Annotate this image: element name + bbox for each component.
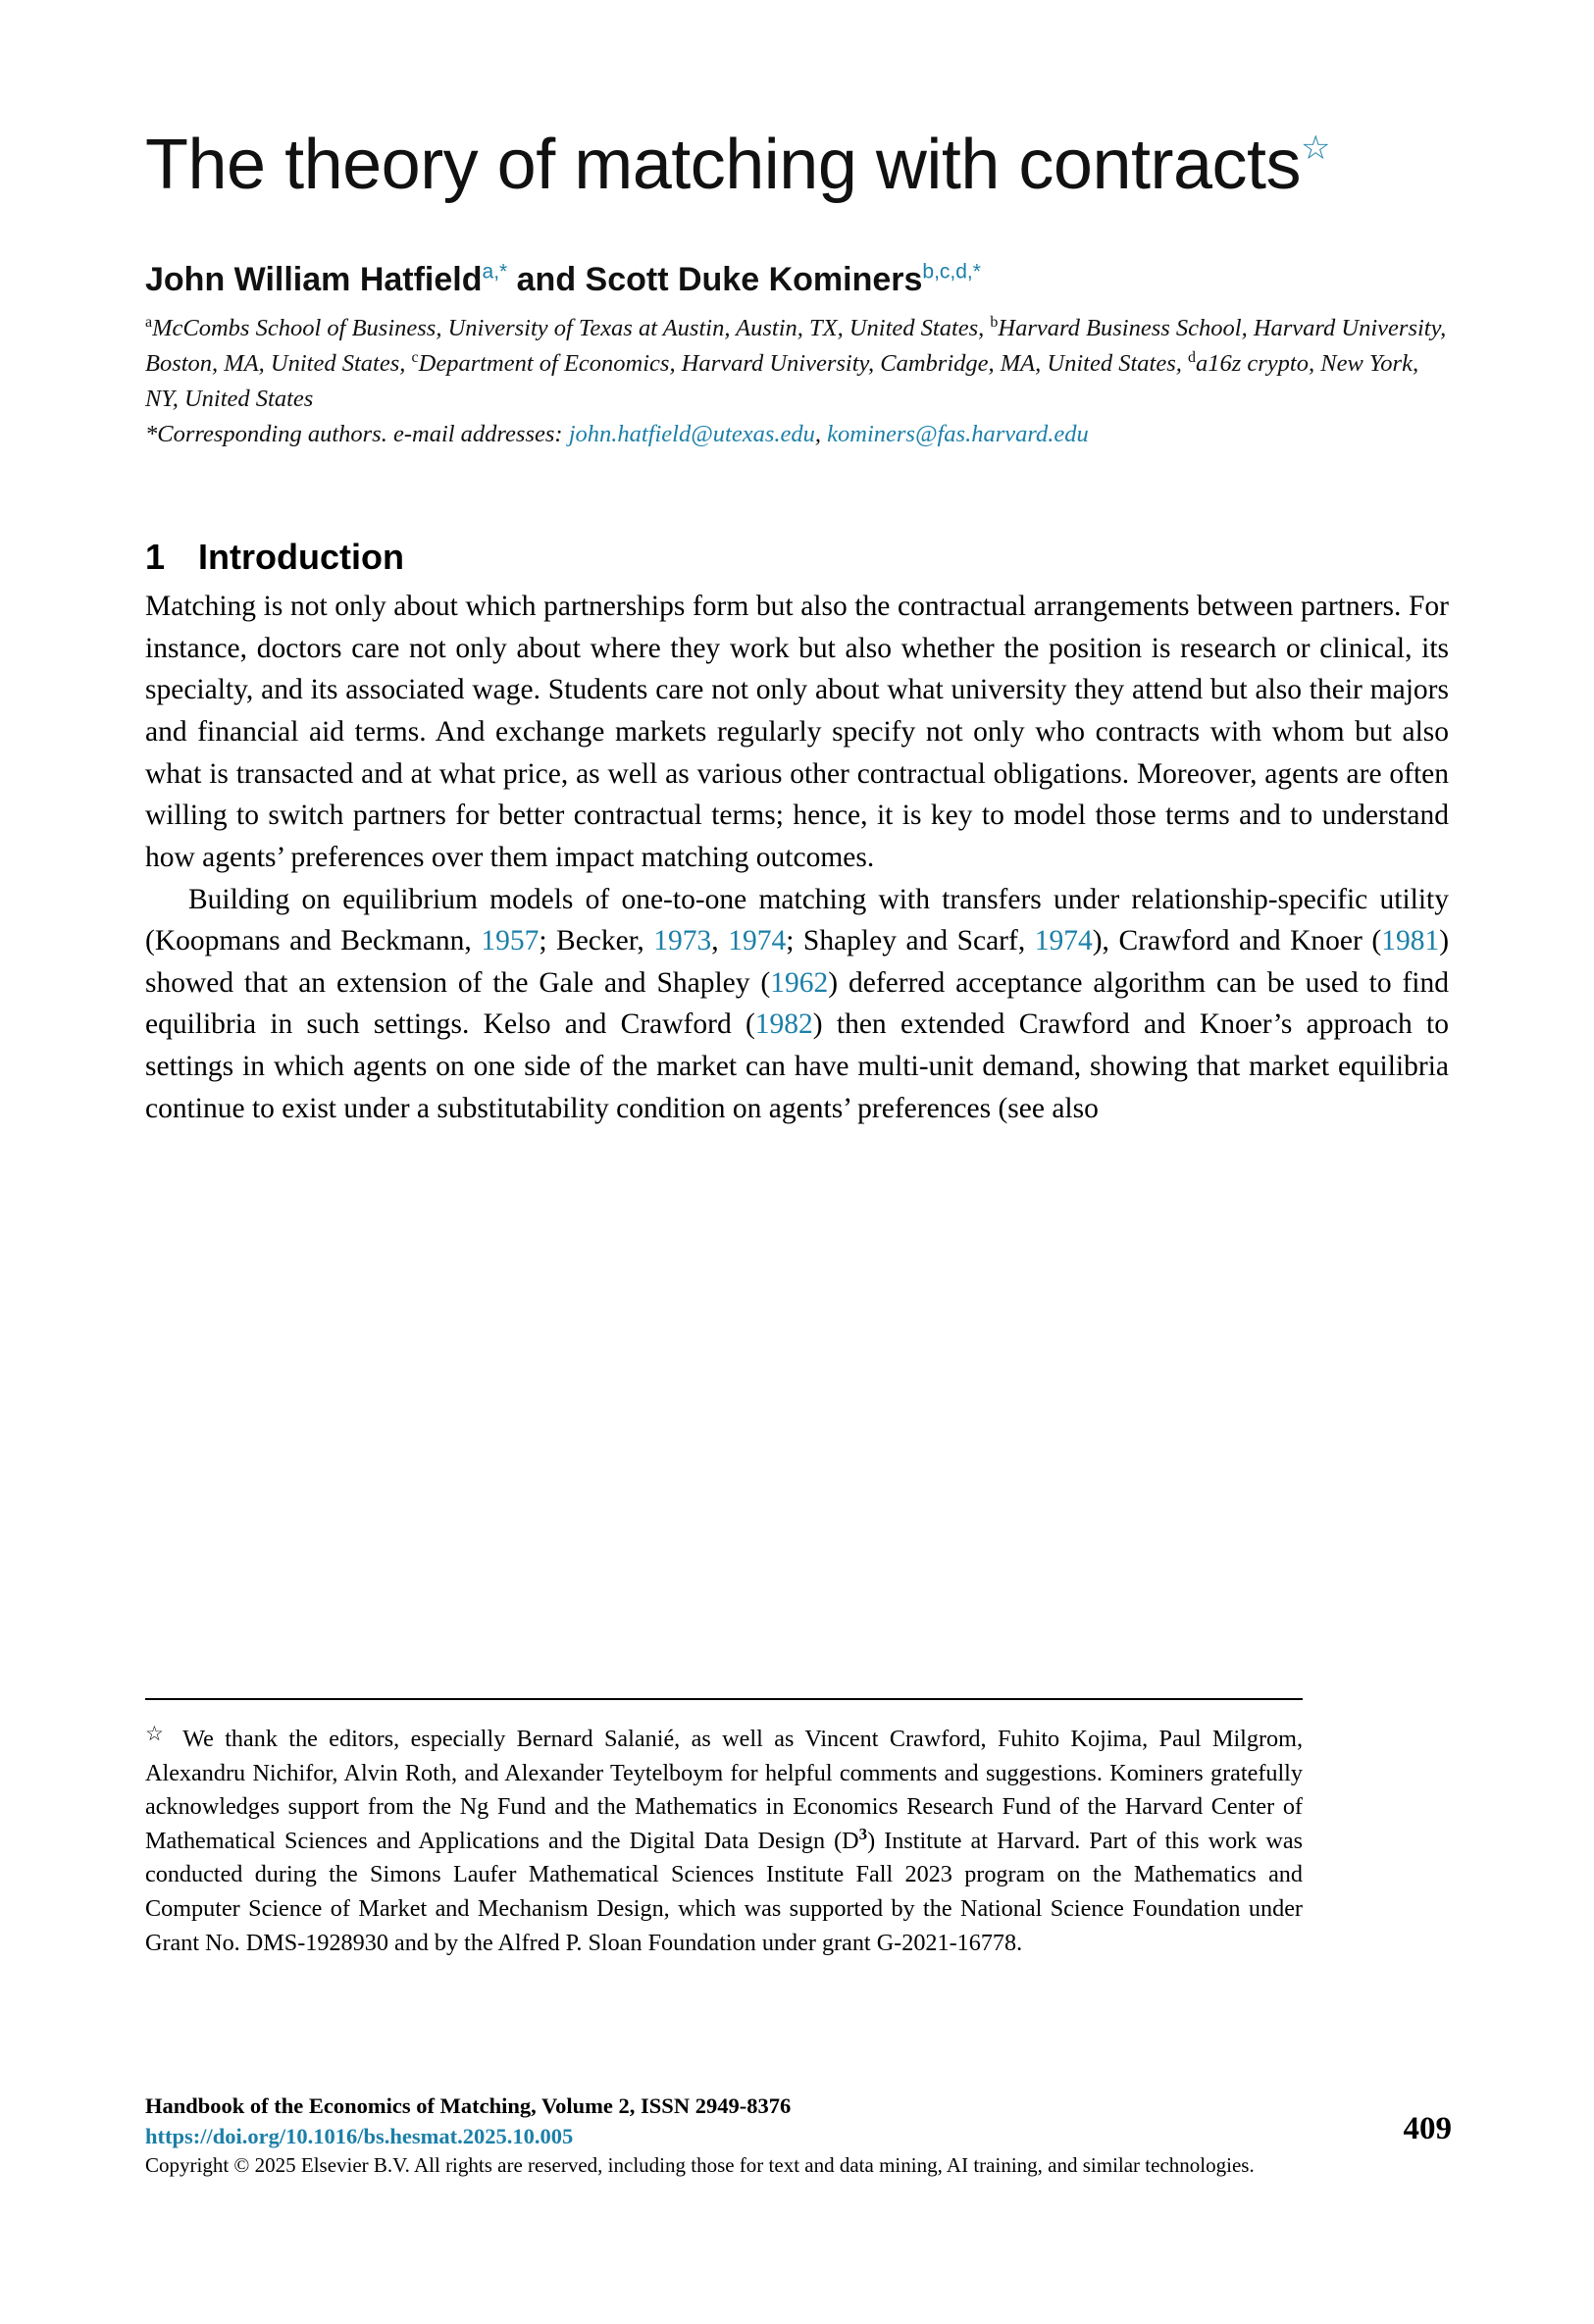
- affiliation-mark-d: d: [1187, 349, 1196, 366]
- page-footer: [145, 2092, 1452, 2180]
- footnote-star-icon: ☆: [145, 1722, 170, 1745]
- affiliation-text-a: McCombs School of Business, University of Texas at Austin, Austin, TX, United States,: [152, 315, 991, 342]
- email-link-hatfield[interactable]: john.hatfield@utexas.edu: [568, 421, 815, 448]
- author-conjunction: and Scott Duke Kominers: [507, 261, 923, 299]
- author-2-affiliation-marks[interactable]: b,c,d,*: [922, 261, 981, 284]
- paragraph-2-part-1: Building on equilibrium models of one-to-one matching with transfers under relationship-specific utility (Koopmans and Beckmann,: [145, 883, 1449, 957]
- paragraph-2-part-4: ; Shapley and Scarf,: [786, 925, 1035, 957]
- author-line: [145, 205, 1449, 300]
- affiliation-text-b: Harvard Business School, Harvard University, Boston, MA, United States,: [145, 315, 1447, 378]
- author-1-affiliation-marks[interactable]: a,*: [482, 261, 508, 284]
- footnote-text-part-1: We thank the editors, especially Bernard Salanié, as well as Vincent Crawford, Fuhito Kojima, Paul Milgrom, Alexandru Nichifor, Alvin Roth, and Alexander Teytelboym for helpful comments and suggestions. Kominers gratefully acknowledges support from the Ng Fund and the Mathematics in Economics Research Fund of the Harvard Center of Mathematical Sciences and Applications and the Digital Data Design (D: [145, 1726, 1303, 1854]
- corresponding-authors-label: *Corresponding authors. e-mail addresses:: [145, 421, 569, 448]
- paragraph-2-part-2: ; Becker,: [539, 925, 654, 957]
- paragraph-intro-1: Matching is not only about which partnerships form but also the contractual arrangements between partners. For instance, doctors care not only about where they work but also whether the position is research or clinical, its specialty, and its associated wage. Students care not only about what university they attend but also their majors and financial aid terms. And exchange markets regularly specify not only who contracts with whom but also what is transacted and at what price, as well as various other contractual obligations. Moreover, agents are often willing to switch partners for better contractual terms; hence, it is key to model those terms and to understand how agents’ preferences over them impact matching outcomes.: [145, 591, 1449, 873]
- page-title-text: The theory of matching with contracts: [145, 126, 1302, 204]
- title-footnote-star-icon[interactable]: ☆: [1301, 129, 1331, 167]
- affiliation-mark-a: a: [145, 314, 153, 331]
- affiliation-mark-c: c: [411, 349, 419, 366]
- page-number: 409: [1403, 2111, 1452, 2146]
- paragraph-intro-2: [145, 879, 1449, 1130]
- page-title: [145, 0, 1449, 205]
- paragraph-2-part-5: ), Crawford and Knoer (: [1092, 925, 1382, 957]
- footnote-text-part-2: ) Institute at Harvard. Part of this work was conducted during the Simons Laufer Mathematical Sciences Institute Fall 2023 program on the Mathematics and Computer Science of Market and Mechanism Design, which was supported by the National Science Foundation under Grant No. DMS-1928930 and by the Alfred P. Sloan Foundation under grant G-2021-16778.: [145, 1827, 1303, 1956]
- citation-link-1981[interactable]: 1981: [1381, 925, 1440, 957]
- affiliation-text-c: Department of Economics, Harvard University, Cambridge, MA, United States,: [418, 350, 1188, 378]
- footnote-acknowledgments: [145, 1719, 1303, 1960]
- affiliation-text-d: a16z crypto, New York, NY, United States: [145, 350, 1419, 413]
- citation-link-1962[interactable]: 1962: [770, 966, 829, 999]
- citation-link-1982[interactable]: 1982: [754, 1008, 813, 1041]
- copyright-notice: Copyright © 2025 Elsevier B.V. All rights are reserved, including those for text and data mining, AI training, and similar technologies.: [145, 2153, 1255, 2178]
- footnote-separator-rule: [145, 1698, 1303, 1700]
- citation-link-1974b[interactable]: 1974: [1034, 925, 1093, 957]
- doi-link[interactable]: https://doi.org/10.1016/bs.hesmat.2025.10.005: [145, 2123, 574, 2148]
- citation-link-1957[interactable]: 1957: [481, 925, 540, 957]
- email-separator: ,: [814, 421, 828, 448]
- section-title: Introduction: [198, 537, 404, 578]
- affiliations-block: [145, 300, 1449, 452]
- publication-info: Handbook of the Economics of Matching, Volume 2, ISSN 2949-8376: [145, 2093, 792, 2118]
- paragraph-2-part-3: ,: [711, 925, 729, 957]
- citation-link-1974a[interactable]: 1974: [728, 925, 787, 957]
- footnote-d3-superscript: 3: [858, 1824, 868, 1843]
- affiliation-mark-b: b: [990, 314, 999, 331]
- paragraph-2-part-7: ) deferred acceptance algorithm can be used to find equilibria in such settings. Kelso and Crawford (: [145, 966, 1449, 1041]
- section-number: 1: [145, 537, 166, 578]
- paragraph-2-part-8: ) then extended Crawford and Knoer’s approach to settings in which agents on one side of the market can have multi-unit demand, showing that market equilibria continue to exist under a substitutability condition on agents’ preferences (see also: [145, 1008, 1449, 1124]
- email-link-kominers[interactable]: kominers@fas.harvard.edu: [827, 421, 1089, 448]
- paragraph-2-part-6: ) showed that an extension of the Gale and Shapley (: [145, 925, 1450, 999]
- section-heading-introduction: [145, 452, 1449, 586]
- citation-link-1973[interactable]: 1973: [653, 925, 712, 957]
- author-name-1: John William Hatfield: [145, 261, 483, 299]
